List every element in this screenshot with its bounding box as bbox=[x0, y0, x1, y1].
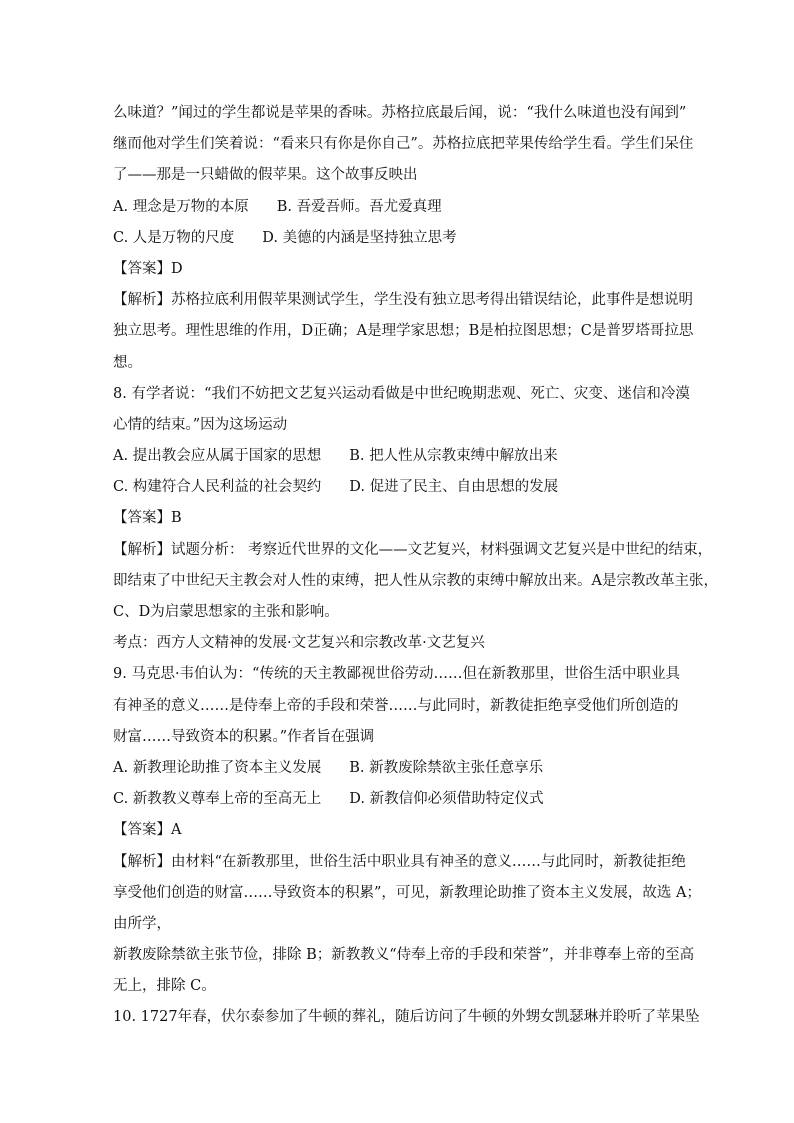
option-d: D. 美德的内涵是坚持独立思考 bbox=[262, 229, 457, 246]
text-line: 么味道？”闻过的学生都说是苹果的香味。苏格拉底最后闻，说：“我什么味道也没有闻到” bbox=[113, 105, 687, 121]
option-a: A. 新教理论助推了资本主义发展 bbox=[113, 759, 322, 776]
options-row bbox=[113, 753, 693, 784]
document-page bbox=[113, 98, 718, 1034]
text-line: 8. 有学者说：“我们不妨把文艺复兴运动看做是中世纪晚期悲观、死亡、灾变、迷信和冷漠 bbox=[113, 385, 690, 402]
analysis-line: 独立思考。理性思维的作用，D正确；A是理学家思想；B是柏拉图思想；C是普罗塔哥拉思 bbox=[113, 323, 694, 340]
text-line: 心情的结束。”因为这场运动 bbox=[113, 416, 288, 433]
analysis-block bbox=[113, 285, 693, 379]
text-line: 10. 1727年春，伏尔泰参加了牛顿的葬礼，随后访问了牛顿的外甥女凯瑟琳并聆听了苹果坠 bbox=[113, 1009, 700, 1026]
analysis-line: 由所学， bbox=[113, 915, 171, 932]
option-b: B. 吾爱吾师。吾尤爱真理 bbox=[276, 198, 442, 215]
text-line: 财富……导致资本的积累。”作者旨在强调 bbox=[113, 728, 375, 745]
analysis-block bbox=[113, 535, 718, 629]
option-c: C. 人是万物的尺度 bbox=[113, 229, 235, 246]
option-c: C. 新教教义尊奉上帝的至高无上 bbox=[113, 791, 322, 808]
analysis-line: 想。 bbox=[113, 354, 142, 371]
option-b: B. 新教废除禁欲主张任意享乐 bbox=[349, 759, 544, 776]
answer-line: 【答案】B bbox=[113, 510, 182, 527]
analysis-line: 【解析】苏格拉底利用假苹果测试学生，学生没有独立思考得出错误结论，此事件是想说明 bbox=[113, 292, 693, 309]
analysis-line: C、D为启蒙思想家的主张和影响。 bbox=[113, 604, 339, 620]
analysis-line: 【解析】由材料“在新教那里，世俗生活中职业具有神圣的意义……与此同时，新教徒拒绝 bbox=[113, 853, 686, 870]
text-line: 继而他对学生们笑着说：“看来只有你是你自己”。苏格拉底把苹果传给学生看。学生们呆住 bbox=[113, 136, 694, 153]
question-8-stem bbox=[113, 379, 693, 441]
option-a: A. 提出教会应从属于国家的思想 bbox=[113, 448, 322, 465]
analysis-line: 【解析】试题分析： 考察近代世界的文化——文艺复兴，材料强调文艺复兴是中世纪的结束， bbox=[113, 541, 713, 558]
kaodian-line: 考点：西方人文精神的发展·文艺复兴和宗教改革·文艺复兴 bbox=[113, 635, 485, 652]
question-10-stem bbox=[113, 1002, 700, 1033]
text-line: 了——那是一只蜡做的假苹果。这个故事反映出 bbox=[113, 167, 418, 184]
option-d: D. 促进了民主、自由思想的发展 bbox=[349, 479, 559, 496]
text-line: 有神圣的意义……是侍奉上帝的手段和荣誉……与此同时，新教徒拒绝享受他们所创造的 bbox=[113, 697, 679, 714]
analysis-block bbox=[113, 847, 701, 1003]
option-c: C. 构建符合人民利益的社会契约 bbox=[113, 479, 322, 496]
options-row bbox=[113, 192, 693, 223]
option-a: A. 理念是万物的本原 bbox=[113, 198, 249, 215]
question-9-stem bbox=[113, 659, 693, 753]
options-row bbox=[113, 441, 693, 472]
options-row bbox=[113, 223, 693, 254]
analysis-line: 新教废除禁欲主张节俭，排除 B；新教教义“侍奉上帝的手段和荣誉”，并非尊奉上帝的至高 bbox=[113, 947, 695, 964]
option-b: B. 把人性从宗教束缚中解放出来 bbox=[349, 448, 558, 465]
options-row bbox=[113, 784, 693, 815]
analysis-line: 无上，排除 C。 bbox=[113, 978, 216, 995]
question-7-stem bbox=[113, 98, 693, 192]
answer-line: 【答案】A bbox=[113, 822, 182, 839]
answer-line: 【答案】D bbox=[113, 260, 183, 277]
analysis-line: 即结束了中世纪天主教会对人性的束缚，把人性从宗教的束缚中解放出来。A是宗教改革主张， bbox=[113, 572, 718, 589]
options-row bbox=[113, 472, 693, 503]
text-line: 9. 马克思·韦伯认为：“传统的天主教鄙视世俗劳动……但在新教那里，世俗生活中职业具 bbox=[113, 666, 680, 683]
option-d: D. 新教信仰必须借助特定仪式 bbox=[349, 791, 544, 808]
analysis-line: 享受他们创造的财富……导致资本的积累”，可见，新教理论助推了资本主义发展，故选 A； bbox=[113, 884, 701, 901]
